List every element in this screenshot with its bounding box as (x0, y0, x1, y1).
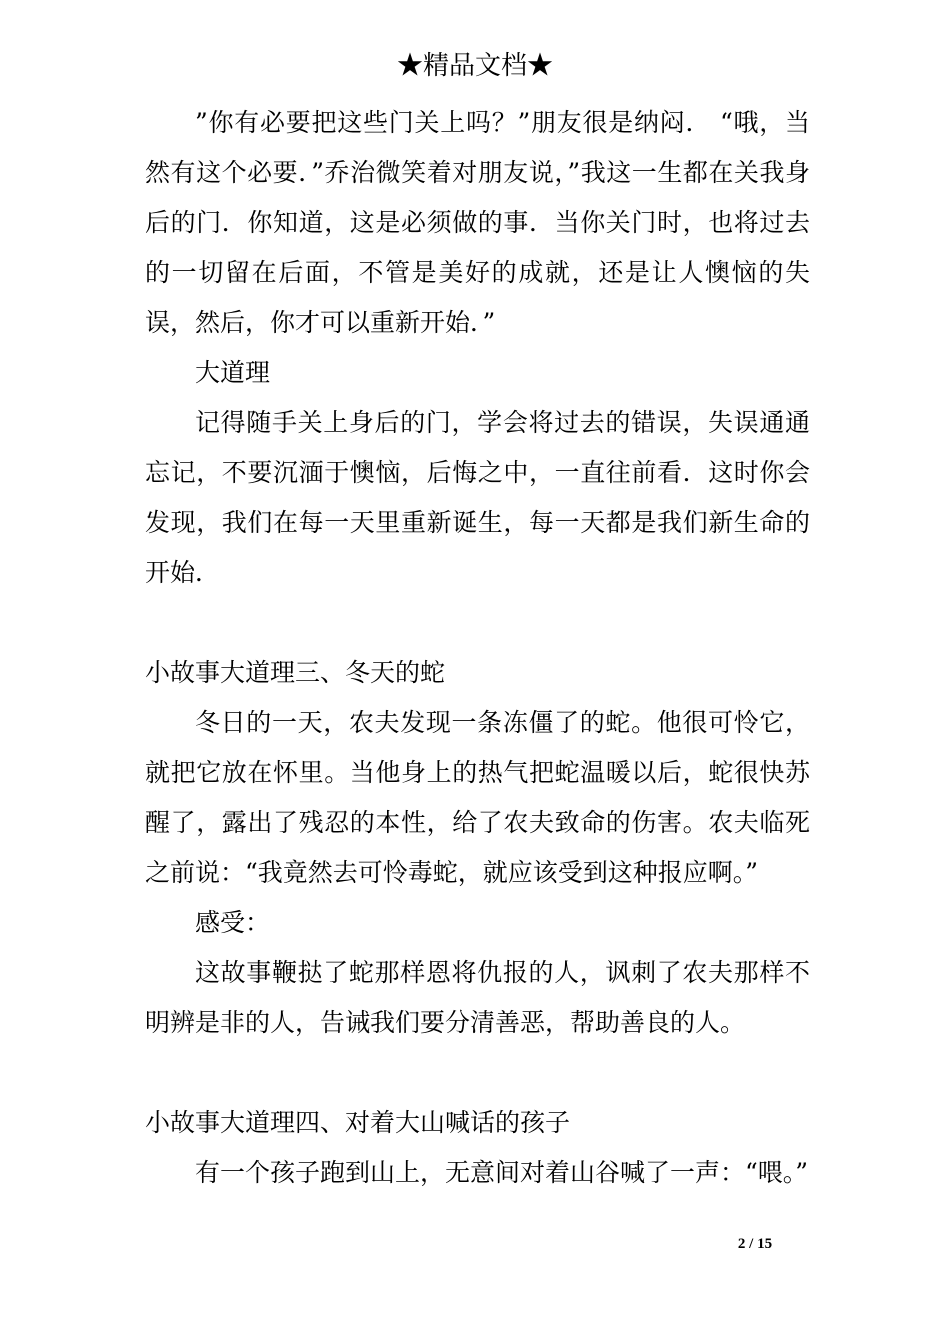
paragraph: 冬日的一天，农夫发现一条冻僵了的蛇。他很可怜它，就把它放在怀里。当他身上的热气把蛇温暖以后，蛇很快苏醒了，露出了残忍的本性，给了农夫致命的伤害。农夫临死之前说：“我竟然去可怜毒蛇，就应该受到这种报应啊。” (145, 708, 810, 887)
section-heading: 小故事大道理四、对着大山喊话的孩子 (145, 1108, 571, 1137)
paragraph: 记得随手关上身后的门，学会将过去的错误，失误通通忘记，不要沉湎于懊恼，后悔之中，一直往前看．这时你会发现，我们在每一天里重新诞生，每一天都是我们新生命的开始． (145, 408, 810, 587)
document-body (145, 98, 810, 1198)
section-label: 感受： (195, 908, 271, 937)
paragraph: 这故事鞭挞了蛇那样恩将仇报的人，讽刺了农夫那样不明辨是非的人，告诫我们要分清善恶，帮助善良的人。 (145, 958, 810, 1037)
paragraph: ”你有必要把这些门关上吗？”朋友很是纳闷． “哦，当然有这个必要．”乔治微笑着对朋友说，”我这一生都在关我身后的门．你知道，这是必须做的事．当你关门时，也将过去的一切留在后面，不管是美好的成就，还是让人懊恼的失误，然后，你才可以重新开始．” (145, 108, 810, 337)
page-number: 2 / 15 (737, 1236, 773, 1252)
page-header: ★精品文档★ (396, 51, 553, 81)
section-heading: 小故事大道理三、冬天的蛇 (145, 658, 446, 687)
section-label: 大道理 (195, 358, 271, 387)
paragraph: 有一个孩子跑到山上，无意间对着山谷喊了一声：“喂。” (195, 1158, 809, 1187)
